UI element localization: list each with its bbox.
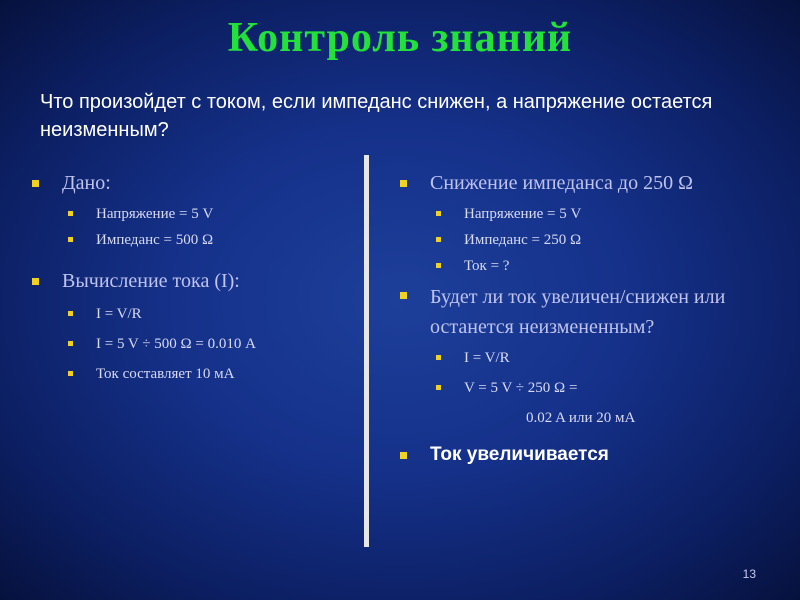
- question-item: I = V/R: [398, 348, 778, 368]
- square-bullet-icon: [436, 237, 441, 242]
- question-text: Что произойдет с током, если импеданс снижен, а напряжение остается неизменным?: [40, 91, 713, 141]
- calc-item: I = V/R: [30, 304, 360, 324]
- square-bullet-icon: [400, 292, 407, 299]
- given-item: Импеданс = 500 Ω: [30, 230, 360, 250]
- square-bullet-icon: [436, 211, 441, 216]
- square-bullet-icon: [68, 371, 73, 376]
- given-item: Напряжение = 5 V: [30, 204, 360, 224]
- conclusion: Ток увеличивается: [398, 442, 778, 468]
- slide-title: Контроль знаний: [227, 15, 573, 61]
- question-item: V = 5 V ÷ 250 Ω =: [398, 378, 778, 398]
- reduction-heading: Снижение импеданса до 250 Ω: [398, 170, 778, 196]
- square-bullet-icon: [32, 180, 39, 187]
- column-divider: [364, 155, 369, 547]
- square-bullet-icon: [436, 263, 441, 268]
- given-heading: Дано:: [30, 170, 360, 196]
- right-column: [398, 170, 778, 468]
- square-bullet-icon: [400, 180, 407, 187]
- reduction-item: Ток = ?: [398, 256, 778, 276]
- square-bullet-icon: [68, 237, 73, 242]
- reduction-item: Импеданс = 250 Ω: [398, 230, 778, 250]
- square-bullet-icon: [400, 452, 407, 459]
- square-bullet-icon: [436, 355, 441, 360]
- question-heading: Будет ли ток увеличен/снижен или останется неизмененным?: [398, 282, 778, 342]
- square-bullet-icon: [436, 385, 441, 390]
- reduction-item: Напряжение = 5 V: [398, 204, 778, 224]
- result-line: 0.02 A или 20 мА: [526, 410, 636, 426]
- left-column: [30, 170, 360, 384]
- calc-item: Ток составляет 10 мА: [30, 364, 360, 384]
- page-number: 13: [742, 567, 756, 581]
- square-bullet-icon: [68, 211, 73, 216]
- square-bullet-icon: [32, 278, 39, 285]
- square-bullet-icon: [68, 311, 73, 316]
- calc-heading: Вычисление тока (I):: [30, 268, 360, 294]
- square-bullet-icon: [68, 341, 73, 346]
- calc-item: I = 5 V ÷ 500 Ω = 0.010 A: [30, 334, 360, 354]
